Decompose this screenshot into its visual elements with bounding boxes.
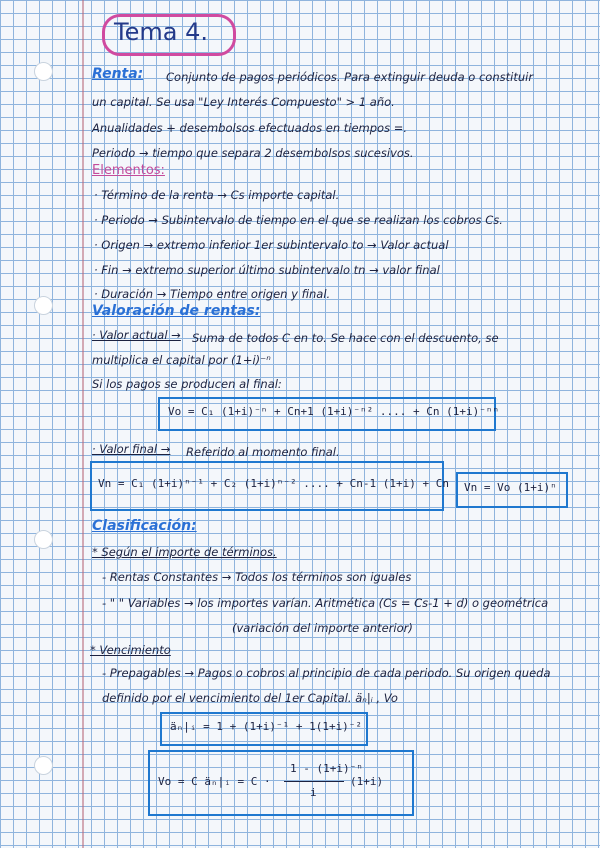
valor-actual-label: · Valor actual → [92, 328, 181, 342]
renta-line-2: un capital. Se usa "Ley Interés Compuesto" > 1 año. [92, 95, 395, 109]
formula-vn: Vn = C₁ (1+i)ⁿ⁻¹ + C₂ (1+i)ⁿ⁻² .... + Cn-1 (1+i) + Cn [98, 477, 449, 490]
formula-vo2-denominator: i [310, 786, 317, 799]
formula-a: äₙ|ᵢ = 1 + (1+i)⁻¹ + 1(1+i)⁻² [170, 720, 363, 733]
valoracion-heading: Valoración de rentas: [92, 303, 261, 319]
elemento-item: · Término de la renta → Cs importe capital. [94, 188, 340, 202]
formula-vn2: Vn = Vo (1+i)ⁿ [464, 481, 557, 494]
formula-vo2-numerator: 1 - (1+i)⁻ⁿ [290, 762, 363, 775]
prepagables-line-2: definido por el vencimiento del 1er Capital. äₙ|ᵢ , Vo [102, 691, 398, 705]
elementos-heading: Elementos: [92, 163, 165, 178]
binder-hole [34, 756, 53, 775]
renta-line-4: Periodo → tiempo que separa 2 desembolsos sucesivos. [92, 146, 414, 160]
renta-line-1: Conjunto de pagos periódicos. Para extinguir deuda o constituir [166, 70, 534, 84]
clasificacion-heading: Clasificación: [92, 518, 197, 534]
elemento-item: · Fin → extremo superior último subintervalo tn → valor final [94, 263, 440, 277]
clasificacion-sub-1: * Según el importe de términos. [92, 545, 277, 559]
rentas-constantes: - Rentas Constantes → Todos los términos son iguales [102, 570, 412, 584]
valor-actual-line-2: multiplica el capital por (1+i)⁻ⁿ [92, 353, 271, 367]
valor-final-line: Referido al momento final. [186, 445, 340, 459]
valor-actual-line-1: Suma de todos C en to. Se hace con el descuento, se [192, 331, 499, 345]
prepagables-line-1: - Prepagables → Pagos o cobros al principio de cada periodo. Su origen queda [102, 666, 551, 680]
formula-vo2-left: Vo = C äₙ|ᵢ = C · [158, 775, 271, 788]
binder-hole [34, 530, 53, 549]
renta-heading: Renta: [92, 66, 144, 82]
elemento-item: · Periodo → Subintervalo de tiempo en el que se realizan los cobros Cs. [94, 213, 503, 227]
elemento-item: · Duración → Tiempo entre origen y final. [94, 287, 331, 301]
binder-hole [34, 62, 53, 81]
rentas-variables-note: (variación del importe anterior) [232, 621, 413, 635]
valor-actual-line-3: Si los pagos se producen al final: [92, 377, 282, 391]
formula-vo2-right: (1+i) [350, 775, 384, 788]
formula-vo: Vo = C₁ (1+i)⁻ⁿ + Cn+1 (1+i)⁻ⁿ² .... + Cn (1+i)⁻ⁿⁿ [168, 405, 500, 418]
elemento-item: · Origen → extremo inferior 1er subintervalo to → Valor actual [94, 238, 449, 252]
margin-line [82, 0, 84, 848]
fraction-bar [284, 781, 344, 782]
page-title: Tema 4. [114, 18, 208, 46]
renta-line-3: Anualidades + desembolsos efectuados en tiempos =. [92, 121, 408, 135]
binder-hole [34, 296, 53, 315]
valor-final-label: · Valor final → [92, 442, 171, 456]
clasificacion-sub-2: * Vencimiento [90, 643, 171, 657]
rentas-variables: - " " Variables → los importes varían. Aritmética (Cs = Cs-1 + d) o geométrica [102, 596, 549, 610]
